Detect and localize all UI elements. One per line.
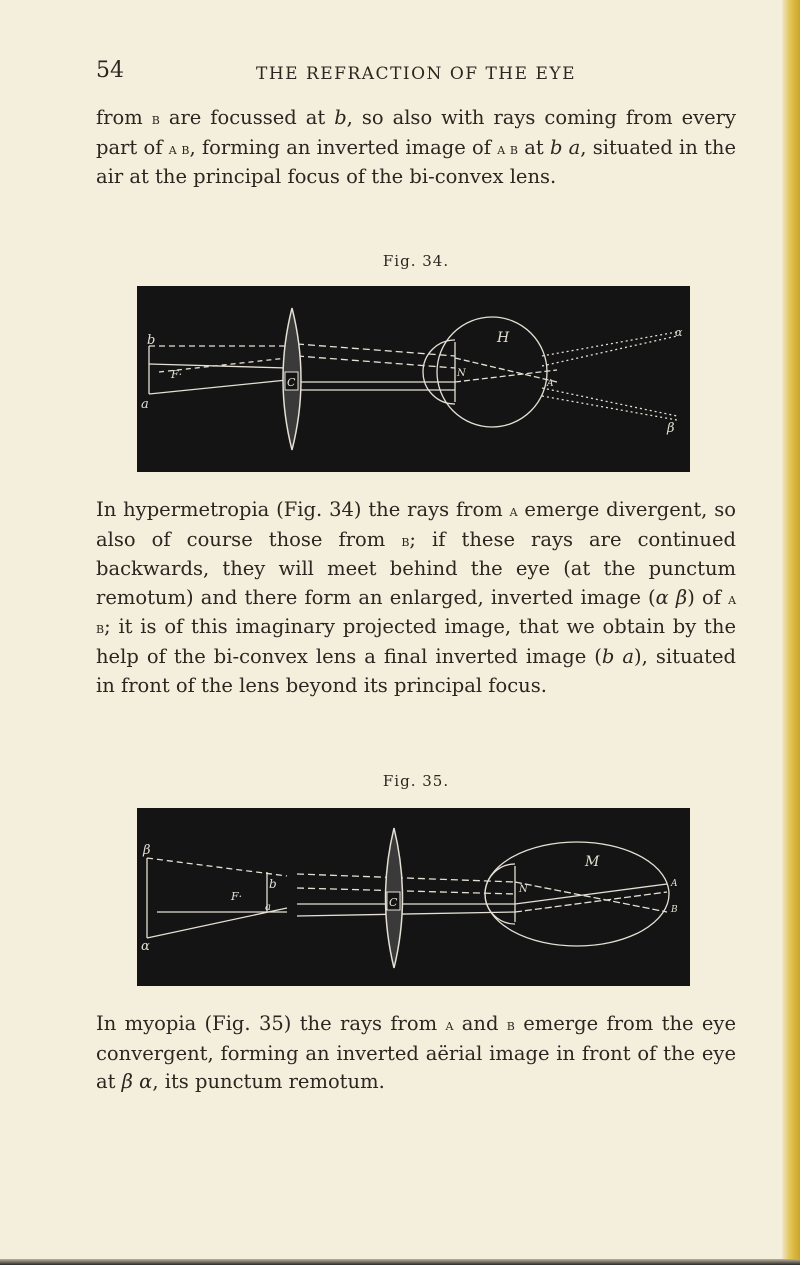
fig35-label-c: C bbox=[389, 896, 398, 909]
fig35-label-f: F· bbox=[231, 890, 243, 903]
fig34-label-beta: β bbox=[667, 421, 675, 436]
fig35-label-a: a bbox=[265, 902, 271, 913]
fig35-label-m: M bbox=[585, 854, 600, 870]
page-edge bbox=[782, 0, 800, 1265]
fig35-label-alpha: α bbox=[141, 939, 150, 954]
running-head: THE REFRACTION OF THE EYE bbox=[256, 64, 576, 84]
fig34-label-c: C bbox=[287, 376, 296, 389]
figure-35-caption: Fig. 35. bbox=[382, 772, 450, 790]
paragraph-2: In hypermetropia (Fig. 34) the rays from a emerge divergent, so also of course those from b; if these rays are continued backwards, they will meet behind the eye (at the punctum remotum) and there form an enlarged, inverted image (α β) of a b; it is of this imaginary projected image, that we obtain by the help of the bi-convex lens a final inverted image (b a), situated in front of the lens beyond its principal focus. bbox=[96, 498, 737, 697]
fig35-label-A: A bbox=[671, 879, 678, 889]
paragraph-1: from b are focussed at b, so also with rays coming from every part of a b, forming an inverted image of a b at b a, situated in the air at the principal focus of the bi-convex lens. bbox=[96, 106, 737, 189]
fig35-label-b: b bbox=[269, 877, 277, 891]
page-header bbox=[96, 58, 736, 88]
fig35-label-beta: β bbox=[143, 843, 151, 858]
bottom-rule bbox=[0, 1259, 800, 1265]
fig34-label-b: b bbox=[147, 333, 156, 348]
figure-34-caption: Fig. 34. bbox=[382, 252, 450, 270]
fig34-label-n: N bbox=[457, 368, 466, 379]
fig35-label-B: B bbox=[671, 905, 678, 915]
fig34-label-a: a bbox=[141, 397, 149, 412]
fig34-label-h: H bbox=[497, 330, 510, 346]
fig34-label-A: A bbox=[547, 379, 554, 389]
fig34-label-alpha: α bbox=[675, 326, 683, 339]
page-number: 54 bbox=[96, 58, 124, 83]
paragraph-3: In myopia (Fig. 35) the rays from a and b emerge from the eye convergent, forming an inverted aërial image in front of the eye at β α, its punctum remotum. bbox=[96, 1012, 736, 1094]
fig35-label-n: N bbox=[519, 884, 528, 895]
fig34-label-f: F· bbox=[171, 368, 183, 381]
figure-34 bbox=[137, 286, 690, 472]
figure-35 bbox=[137, 808, 690, 986]
